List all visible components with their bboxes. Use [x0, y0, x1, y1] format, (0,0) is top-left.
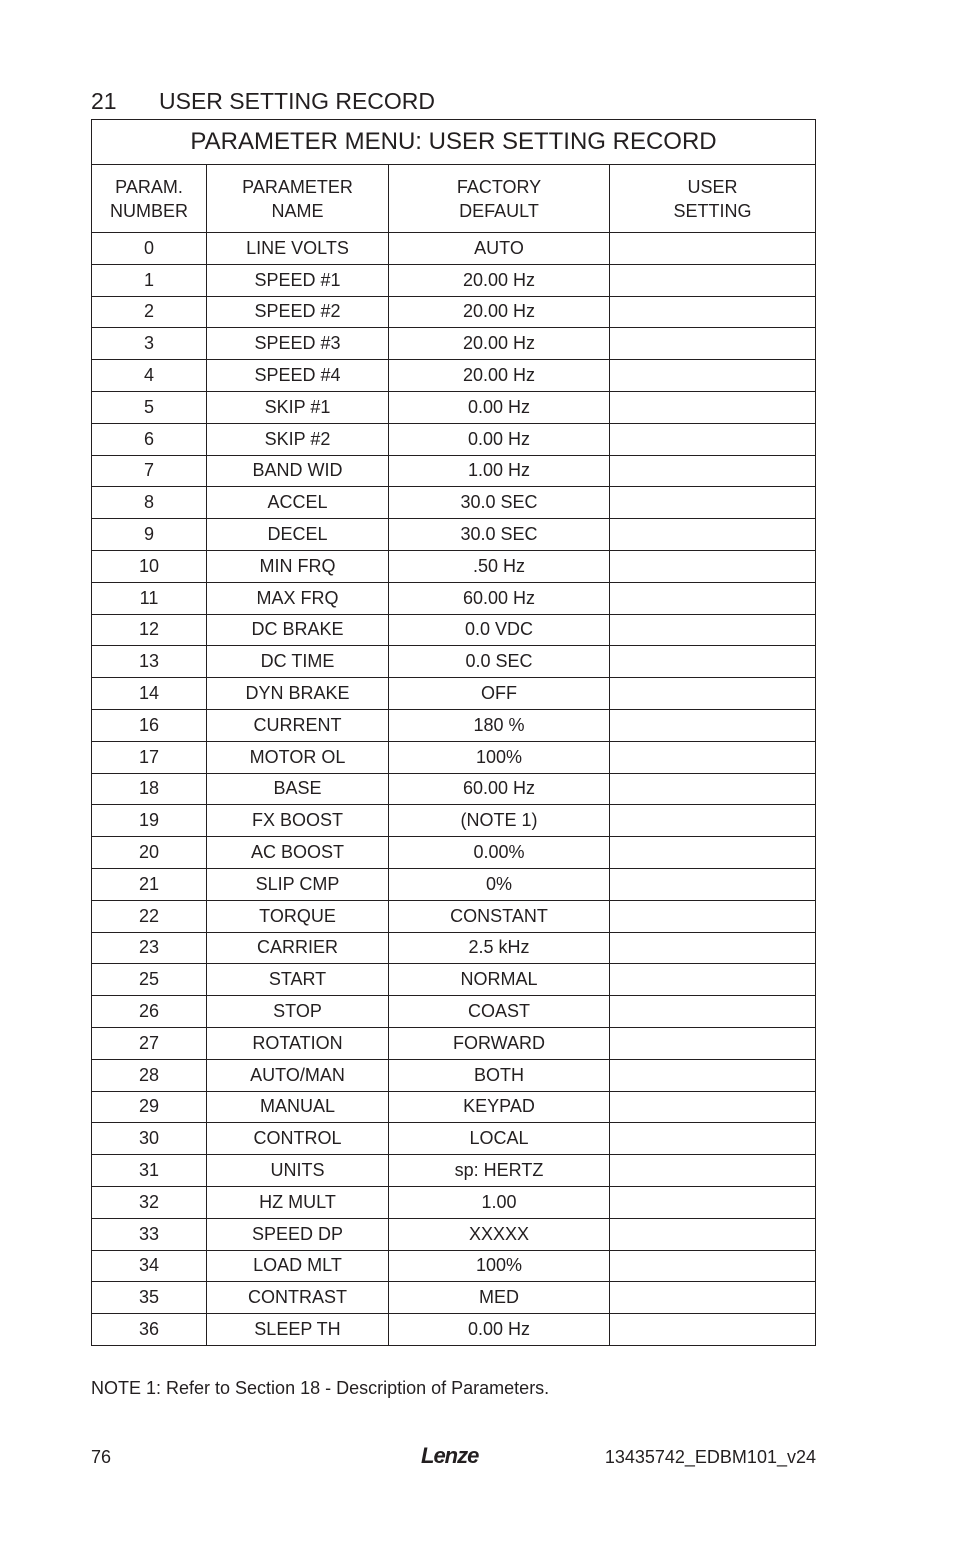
table-row — [92, 1250, 816, 1282]
param-number-cell: 22 — [92, 900, 207, 932]
table-row — [92, 296, 816, 328]
param-number-cell: 1 — [92, 264, 207, 296]
param-number-cell: 19 — [92, 805, 207, 837]
factory-default-cell: 20.00 Hz — [389, 328, 610, 360]
factory-default-cell: 20.00 Hz — [389, 264, 610, 296]
user-setting-cell — [610, 582, 816, 614]
table-row — [92, 519, 816, 551]
param-number-cell: 36 — [92, 1314, 207, 1346]
factory-default-cell: 100% — [389, 1250, 610, 1282]
table-row — [92, 487, 816, 519]
factory-default-cell: COAST — [389, 996, 610, 1028]
factory-default-cell: 1.00 Hz — [389, 455, 610, 487]
user-setting-cell — [610, 1059, 816, 1091]
param-number-cell: 9 — [92, 519, 207, 551]
parameter-name-cell: SPEED #1 — [207, 264, 389, 296]
factory-default-cell: 30.0 SEC — [389, 519, 610, 551]
table-row — [92, 1155, 816, 1187]
factory-default-cell: 0.00% — [389, 837, 610, 869]
param-number-cell: 25 — [92, 964, 207, 996]
factory-default-cell: 1.00 — [389, 1186, 610, 1218]
user-setting-cell — [610, 1027, 816, 1059]
table-row — [92, 328, 816, 360]
param-number-cell: 7 — [92, 455, 207, 487]
factory-default-cell: 2.5 kHz — [389, 932, 610, 964]
factory-default-cell: 100% — [389, 741, 610, 773]
user-setting-cell — [610, 932, 816, 964]
factory-default-cell: 30.0 SEC — [389, 487, 610, 519]
header-line: SETTING — [673, 200, 752, 221]
user-setting-cell — [610, 455, 816, 487]
section-title: USER SETTING RECORD — [159, 88, 436, 114]
table-row — [92, 1059, 816, 1091]
parameter-name-cell: MIN FRQ — [207, 550, 389, 582]
parameter-name-cell: SPEED #4 — [207, 360, 389, 392]
table-row — [92, 678, 816, 710]
factory-default-cell: MED — [389, 1282, 610, 1314]
user-setting-cell — [610, 487, 816, 519]
table-row — [92, 773, 816, 805]
header-line: PARAMETER — [242, 176, 353, 197]
parameter-name-cell: DC TIME — [207, 646, 389, 678]
factory-default-cell: BOTH — [389, 1059, 610, 1091]
user-setting-cell — [610, 423, 816, 455]
user-setting-cell — [610, 360, 816, 392]
user-setting-cell — [610, 1123, 816, 1155]
section-number: 21 — [91, 88, 117, 114]
parameter-name-cell: DECEL — [207, 519, 389, 551]
parameter-name-cell: DC BRAKE — [207, 614, 389, 646]
table-row — [92, 1123, 816, 1155]
parameter-name-cell: SLEEP TH — [207, 1314, 389, 1346]
parameter-name-cell: SPEED #3 — [207, 328, 389, 360]
table-title: PARAMETER MENU: USER SETTING RECORD — [92, 120, 816, 165]
factory-default-cell: 20.00 Hz — [389, 296, 610, 328]
table-row — [92, 868, 816, 900]
user-setting-cell — [610, 1155, 816, 1187]
parameter-name-cell: AUTO/MAN — [207, 1059, 389, 1091]
parameter-name-cell: UNITS — [207, 1155, 389, 1187]
parameter-name-cell: SKIP #2 — [207, 423, 389, 455]
user-setting-cell — [610, 233, 816, 265]
param-number-cell: 33 — [92, 1218, 207, 1250]
factory-default-cell: 60.00 Hz — [389, 582, 610, 614]
user-setting-cell — [610, 868, 816, 900]
table-row — [92, 646, 816, 678]
param-number-cell: 8 — [92, 487, 207, 519]
param-number-cell: 20 — [92, 837, 207, 869]
factory-default-cell: (NOTE 1) — [389, 805, 610, 837]
factory-default-cell: 180 % — [389, 709, 610, 741]
lenze-logo: Lenze — [421, 1443, 479, 1468]
header-line: FACTORY — [456, 176, 542, 197]
param-number-cell: 23 — [92, 932, 207, 964]
factory-default-cell: 20.00 Hz — [389, 360, 610, 392]
table-row — [92, 837, 816, 869]
table-row — [92, 1091, 816, 1123]
user-setting-cell — [610, 709, 816, 741]
section-heading — [91, 88, 435, 115]
parameter-name-cell: DYN BRAKE — [207, 678, 389, 710]
parameter-name-cell: CARRIER — [207, 932, 389, 964]
table-row — [92, 391, 816, 423]
param-number-cell: 17 — [92, 741, 207, 773]
header-user-setting — [610, 165, 816, 233]
parameter-name-cell: AC BOOST — [207, 837, 389, 869]
parameter-name-cell: SPEED DP — [207, 1218, 389, 1250]
param-number-cell: 16 — [92, 709, 207, 741]
table-row — [92, 264, 816, 296]
user-setting-cell — [610, 646, 816, 678]
table-row — [92, 455, 816, 487]
param-number-cell: 10 — [92, 550, 207, 582]
param-number-cell: 35 — [92, 1282, 207, 1314]
parameter-name-cell: CONTROL — [207, 1123, 389, 1155]
table-row — [92, 964, 816, 996]
factory-default-cell: NORMAL — [389, 964, 610, 996]
param-number-cell: 6 — [92, 423, 207, 455]
param-number-cell: 31 — [92, 1155, 207, 1187]
param-number-cell: 3 — [92, 328, 207, 360]
table-row — [92, 709, 816, 741]
header-param-number — [92, 165, 207, 233]
user-setting-cell — [610, 837, 816, 869]
table-row — [92, 614, 816, 646]
parameter-name-cell: HZ MULT — [207, 1186, 389, 1218]
parameter-name-cell: CURRENT — [207, 709, 389, 741]
parameter-name-cell: FX BOOST — [207, 805, 389, 837]
param-number-cell: 2 — [92, 296, 207, 328]
param-number-cell: 28 — [92, 1059, 207, 1091]
parameter-name-cell: LOAD MLT — [207, 1250, 389, 1282]
factory-default-cell: XXXXX — [389, 1218, 610, 1250]
user-setting-cell — [610, 964, 816, 996]
factory-default-cell: 0.00 Hz — [389, 391, 610, 423]
table-row — [92, 582, 816, 614]
table-row — [92, 360, 816, 392]
table-row — [92, 805, 816, 837]
param-number-cell: 4 — [92, 360, 207, 392]
factory-default-cell: 0.00 Hz — [389, 423, 610, 455]
user-setting-cell — [610, 264, 816, 296]
table-row — [92, 233, 816, 265]
page-number: 76 — [91, 1447, 112, 1467]
factory-default-cell: OFF — [389, 678, 610, 710]
header-line: USER — [687, 176, 738, 197]
user-setting-cell — [610, 1186, 816, 1218]
param-number-cell: 26 — [92, 996, 207, 1028]
factory-default-cell: 0.00 Hz — [389, 1314, 610, 1346]
factory-default-cell: 0% — [389, 868, 610, 900]
parameter-name-cell: TORQUE — [207, 900, 389, 932]
param-number-cell: 12 — [92, 614, 207, 646]
user-setting-cell — [610, 296, 816, 328]
user-setting-cell — [610, 519, 816, 551]
table-row — [92, 550, 816, 582]
user-setting-cell — [610, 678, 816, 710]
param-number-cell: 14 — [92, 678, 207, 710]
factory-default-cell: KEYPAD — [389, 1091, 610, 1123]
user-setting-cell — [610, 773, 816, 805]
table-row — [92, 741, 816, 773]
param-number-cell: 32 — [92, 1186, 207, 1218]
parameter-name-cell: MANUAL — [207, 1091, 389, 1123]
user-setting-cell — [610, 328, 816, 360]
header-factory-default — [389, 165, 610, 233]
document-id: 13435742_EDBM101_v24 — [604, 1447, 816, 1467]
header-parameter-name — [207, 165, 389, 233]
parameter-name-cell: CONTRAST — [207, 1282, 389, 1314]
user-setting-cell — [610, 1218, 816, 1250]
factory-default-cell: sp: HERTZ — [389, 1155, 610, 1187]
parameter-name-cell: START — [207, 964, 389, 996]
parameter-name-cell: MOTOR OL — [207, 741, 389, 773]
user-setting-cell — [610, 805, 816, 837]
header-line: DEFAULT — [459, 200, 539, 221]
param-number-cell: 30 — [92, 1123, 207, 1155]
parameter-name-cell: SKIP #1 — [207, 391, 389, 423]
parameter-name-cell: SLIP CMP — [207, 868, 389, 900]
table-row — [92, 1186, 816, 1218]
user-setting-cell — [610, 1250, 816, 1282]
factory-default-cell: 0.0 VDC — [389, 614, 610, 646]
factory-default-cell: AUTO — [389, 233, 610, 265]
parameter-name-cell: MAX FRQ — [207, 582, 389, 614]
header-line: NAME — [271, 200, 324, 221]
table-row — [92, 900, 816, 932]
param-number-cell: 34 — [92, 1250, 207, 1282]
param-number-cell: 13 — [92, 646, 207, 678]
table-row — [92, 932, 816, 964]
table-row — [92, 423, 816, 455]
user-setting-cell — [610, 550, 816, 582]
parameter-name-cell: ACCEL — [207, 487, 389, 519]
user-setting-cell — [610, 1314, 816, 1346]
factory-default-cell: 60.00 Hz — [389, 773, 610, 805]
parameter-name-cell: BAND WID — [207, 455, 389, 487]
param-number-cell: 21 — [92, 868, 207, 900]
user-setting-cell — [610, 996, 816, 1028]
parameter-table — [91, 119, 816, 1346]
param-number-cell: 18 — [92, 773, 207, 805]
user-setting-cell — [610, 391, 816, 423]
table-row — [92, 1027, 816, 1059]
factory-default-cell: .50 Hz — [389, 550, 610, 582]
header-line: NUMBER — [109, 200, 188, 221]
table-row — [92, 996, 816, 1028]
table-row — [92, 1218, 816, 1250]
header-line: PARAM. — [115, 176, 183, 197]
param-number-cell: 29 — [92, 1091, 207, 1123]
user-setting-cell — [610, 741, 816, 773]
parameter-name-cell: ROTATION — [207, 1027, 389, 1059]
user-setting-cell — [610, 1091, 816, 1123]
factory-default-cell: CONSTANT — [389, 900, 610, 932]
footnote: NOTE 1: Refer to Section 18 - Description of Parameters. — [91, 1378, 550, 1398]
parameter-name-cell: LINE VOLTS — [207, 233, 389, 265]
parameter-name-cell: STOP — [207, 996, 389, 1028]
user-setting-cell — [610, 614, 816, 646]
factory-default-cell: FORWARD — [389, 1027, 610, 1059]
factory-default-cell: 0.0 SEC — [389, 646, 610, 678]
param-number-cell: 27 — [92, 1027, 207, 1059]
param-number-cell: 0 — [92, 233, 207, 265]
user-setting-cell — [610, 1282, 816, 1314]
parameter-name-cell: BASE — [207, 773, 389, 805]
param-number-cell: 11 — [92, 582, 207, 614]
table-row — [92, 1314, 816, 1346]
factory-default-cell: LOCAL — [389, 1123, 610, 1155]
table-row — [92, 1282, 816, 1314]
param-number-cell: 5 — [92, 391, 207, 423]
parameter-name-cell: SPEED #2 — [207, 296, 389, 328]
user-setting-cell — [610, 900, 816, 932]
